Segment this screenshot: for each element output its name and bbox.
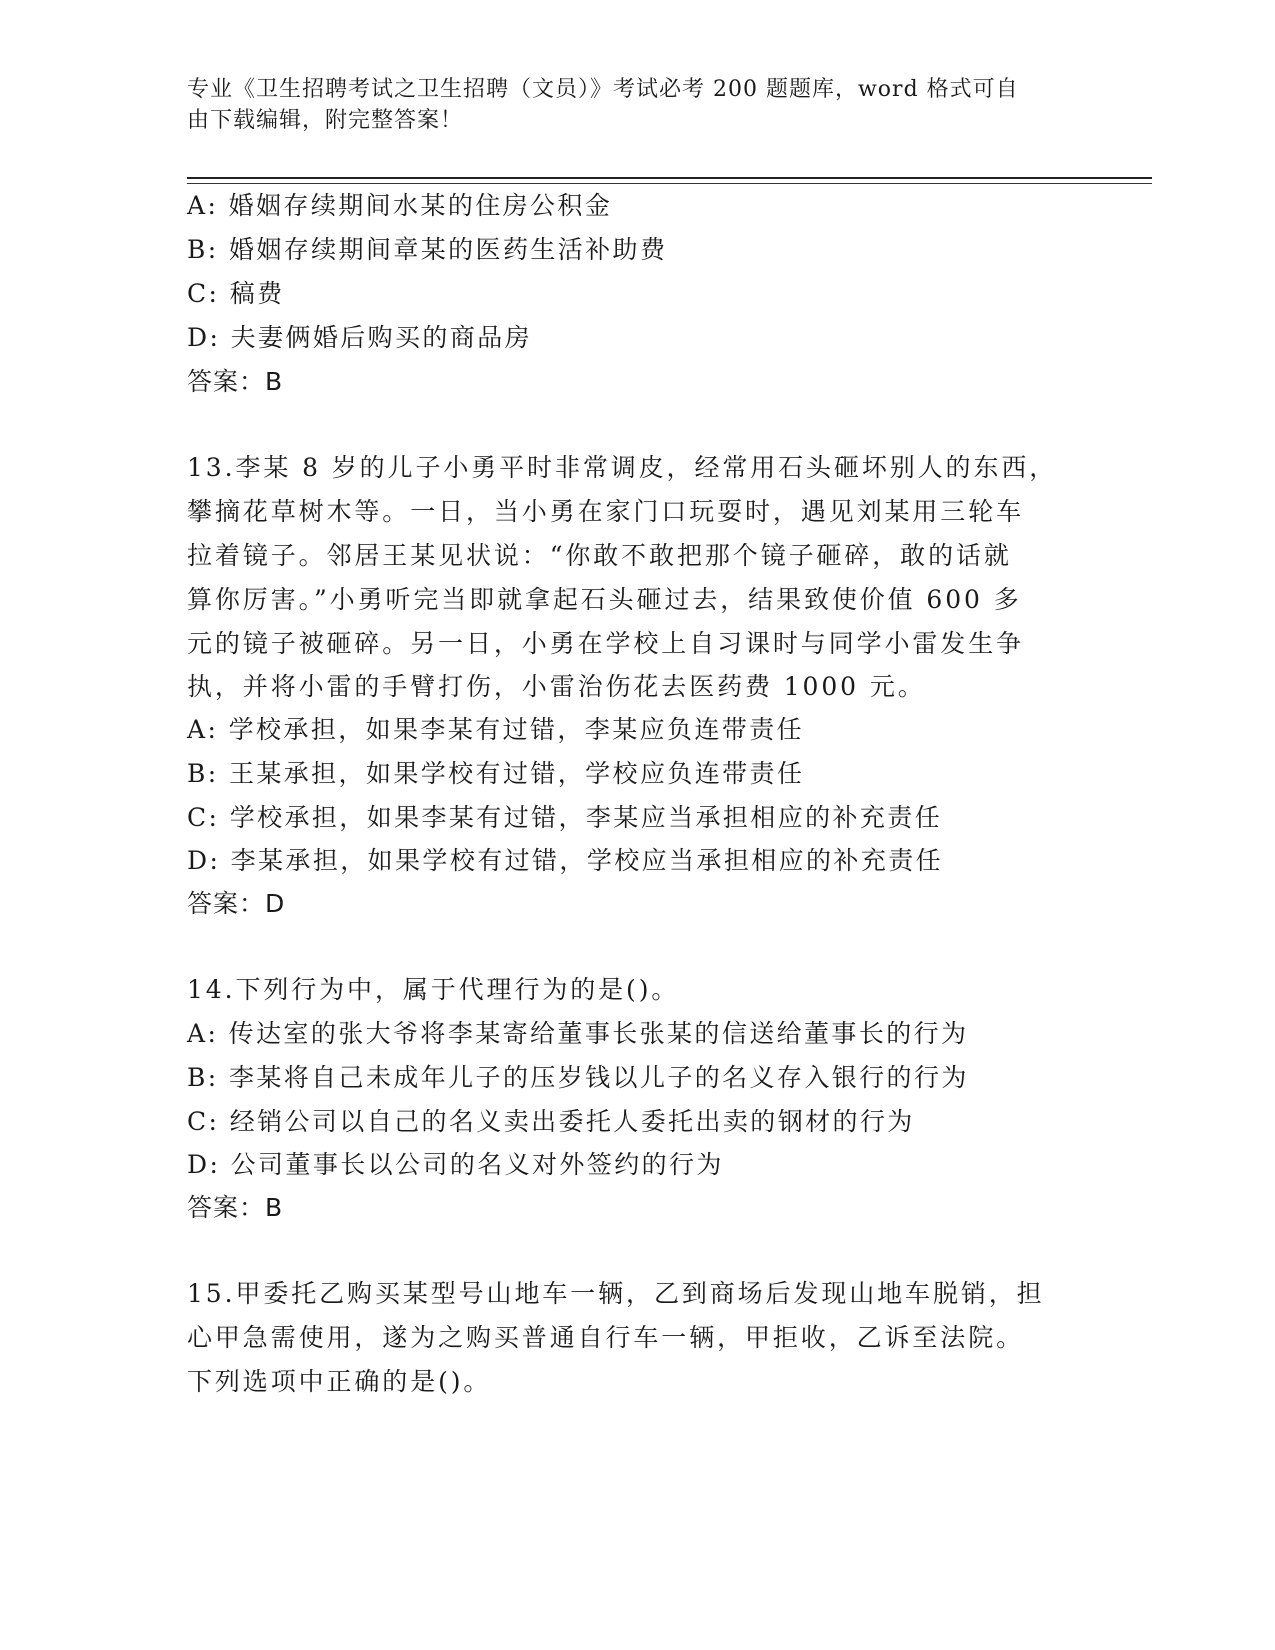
q13-option-d: D: 李某承担，如果学校有过错，学校应当承担相应的补充责任: [187, 846, 944, 875]
q13-text-line-2: 攀摘花草树木等。一日，当小勇在家门口玩耍时，遇见刘某用三轮车: [187, 497, 1025, 526]
q13-text-line-4: 算你厉害。”小勇听完当即就拿起石头砸过去，结果致使价值 600 多: [187, 585, 1022, 614]
q13-option-a: A: 学校承担，如果李某有过错，李某应负连带责任: [187, 715, 805, 744]
header-line-1: 专业《卫生招聘考试之卫生招聘（文员）》考试必考 200 题题库，word 格式可自: [187, 77, 1019, 102]
q14-option-b: B: 李某将自己未成年儿子的压岁钱以儿子的名义存入银行的行为: [187, 1063, 969, 1092]
q13-answer: 答案：D: [187, 889, 286, 918]
header-line-2: 由下载编辑，附完整答案！: [187, 108, 464, 133]
q13-text-line-6: 执，并将小雷的手臂打伤，小雷治伤花去医药费 1000 元。: [187, 672, 926, 701]
q12-option-b: B: 婚姻存续期间章某的医药生活补助费: [187, 235, 668, 264]
header-rule-thick: [187, 177, 1152, 179]
header-rule-thin: [187, 183, 1152, 184]
q12-option-a: A: 婚姻存续期间水某的住房公积金: [187, 191, 613, 220]
q15-text-line-2: 心甲急需使用，遂为之购买普通自行车一辆，甲拒收，乙诉至法院。: [187, 1323, 1025, 1352]
document-header: [187, 74, 1067, 136]
q14-answer: 答案：B: [187, 1193, 284, 1222]
q13-text-line-3: 拉着镜子。邻居王某见状说：“你敢不敢把那个镜子砸碎，敢的话就: [187, 541, 1012, 570]
q13-option-c: C: 学校承担，如果李某有过错，李某应当承担相应的补充责任: [187, 803, 943, 832]
q15-text-line-1: 15.甲委托乙购买某型号山地车一辆，乙到商场后发现山地车脱销，担: [187, 1279, 1045, 1308]
q13-text-line-5: 元的镜子被砸碎。另一日，小勇在学校上自习课时与同学小雷发生争: [187, 629, 1025, 658]
q14-option-c: C: 经销公司以自己的名义卖出委托人委托出卖的钢材的行为: [187, 1107, 915, 1136]
q14-option-d: D: 公司董事长以公司的名义对外签约的行为: [187, 1150, 724, 1179]
q14-text-line-1: 14.下列行为中，属于代理行为的是()。: [187, 975, 680, 1004]
q15-text-line-3: 下列选项中正确的是()。: [187, 1367, 492, 1396]
q12-option-c: C: 稿费: [187, 279, 285, 308]
q14-option-a: A: 传达室的张大爷将李某寄给董事长张某的信送给董事长的行为: [187, 1019, 969, 1048]
q12-answer: 答案：B: [187, 367, 284, 396]
q13-option-b: B: 王某承担，如果学校有过错，学校应负连带责任: [187, 759, 805, 788]
q12-option-d: D: 夫妻俩婚后购买的商品房: [187, 323, 533, 352]
q13-text-line-1: 13.李某 8 岁的儿子小勇平时非常调皮，经常用石头砸坏别人的东西，: [187, 453, 1058, 482]
